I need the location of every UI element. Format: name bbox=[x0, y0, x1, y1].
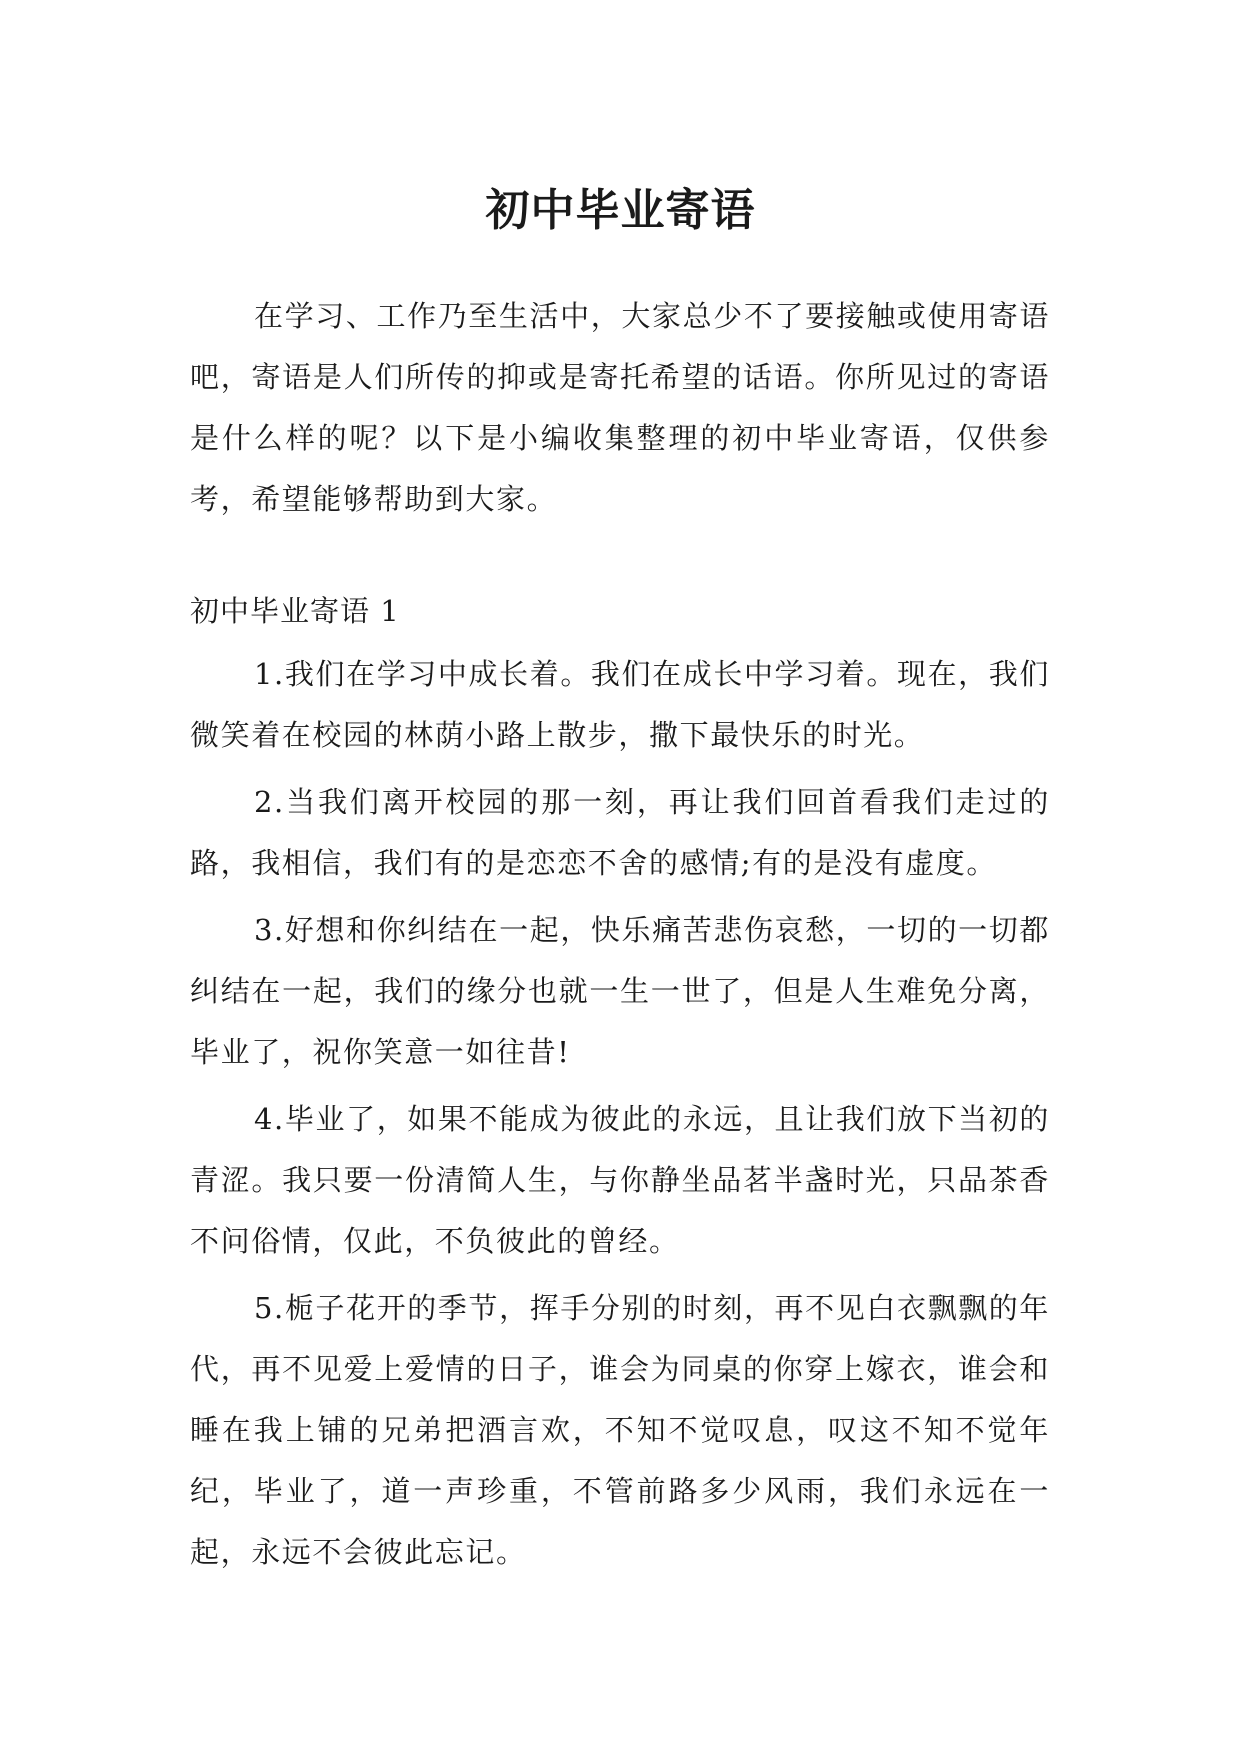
intro-paragraph: 在学习、工作乃至生活中，大家总少不了要接触或使用寄语吧，寄语是人们所传的抑或是寄托希望的话语。你所见过的寄语是什么样的呢？以下是小编收集整理的初中毕业寄语，仅供参考，希望能够帮助到大家。 bbox=[190, 299, 1050, 516]
list-item: 1.我们在学习中成长着。我们在成长中学习着。现在，我们微笑着在校园的林荫小路上散步，撒下最快乐的时光。 bbox=[190, 657, 1050, 752]
document-title: 初中毕业寄语 bbox=[485, 185, 756, 237]
list-item: 3.好想和你纠结在一起，快乐痛苦悲伤哀愁，一切的一切都纠结在一起，我们的缘分也就一生一世了，但是人生难免分离，毕业了，祝你笑意一如往昔! bbox=[190, 913, 1050, 1069]
list-item: 2.当我们离开校园的那一刻，再让我们回首看我们走过的路，我相信，我们有的是恋恋不舍的感情;有的是没有虚度。 bbox=[190, 785, 1050, 880]
list-item: 5.栀子花开的季节，挥手分别的时刻，再不见白衣飘飘的年代，再不见爱上爱情的日子，谁会为同桌的你穿上嫁衣，谁会和睡在我上铺的兄弟把酒言欢，不知不觉叹息，叹这不知不觉年纪，毕业了，道一声珍重，不管前路多少风雨，我们永远在一起，永远不会彼此忘记。 bbox=[190, 1291, 1050, 1569]
section-heading: 初中毕业寄语 1 bbox=[190, 594, 400, 628]
list-item: 4.毕业了，如果不能成为彼此的永远，且让我们放下当初的青涩。我只要一份清简人生，与你静坐品茗半盏时光，只品茶香不问俗情，仅此，不负彼此的曾经。 bbox=[190, 1102, 1050, 1258]
document-body bbox=[190, 286, 1050, 1589]
